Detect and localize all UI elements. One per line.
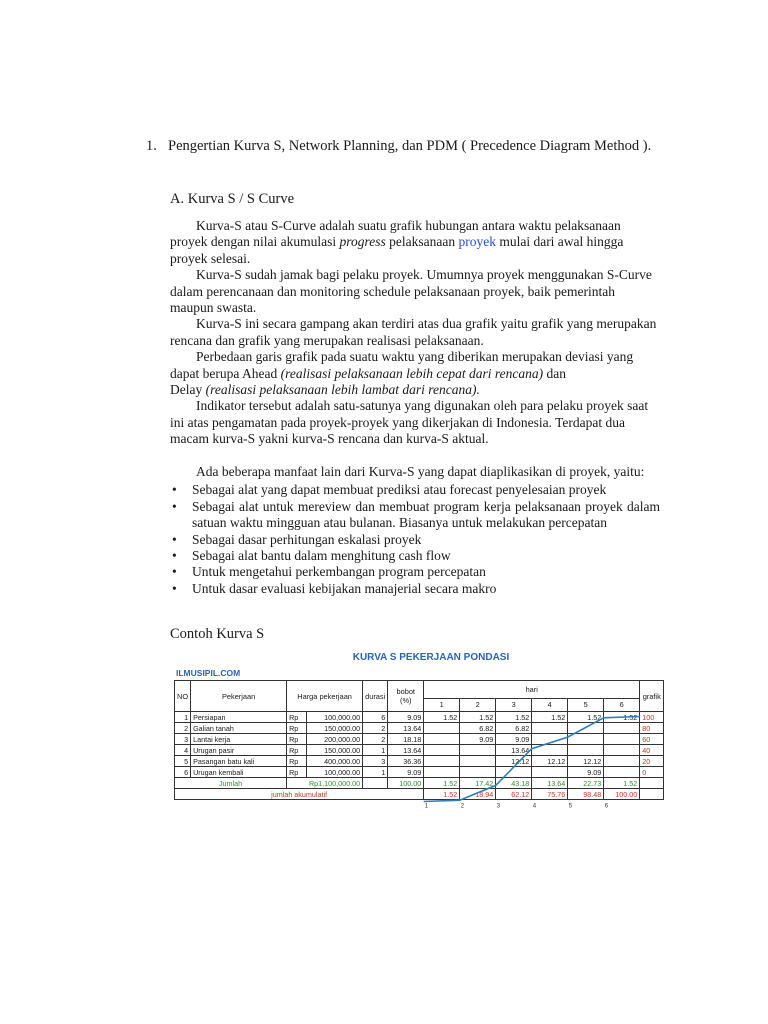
row-bobot: 9.09	[388, 712, 424, 723]
row-no: 6	[175, 767, 191, 778]
sheet-site: ILMUSIPIL.COM	[176, 668, 241, 678]
bullet-icon: •	[172, 580, 177, 596]
list-item: • Untuk dasar evaluasi kebijakan manajerial secara makro	[172, 580, 497, 596]
sheet-title: KURVA S PEKERJAAN PONDASI	[352, 652, 510, 663]
grafik-axis-label: 0	[640, 767, 664, 778]
akumulatif-label: jumlah akumulatif	[175, 789, 424, 800]
jumlah-day: 13.64	[532, 778, 568, 789]
x-tick-label: 3	[496, 803, 501, 810]
row-bobot: 9.09	[388, 767, 424, 778]
bullet-icon: •	[172, 531, 177, 547]
cumulative-progress-line	[424, 717, 640, 802]
example-title: Contoh Kurva S	[170, 626, 265, 642]
col-header: durasi	[363, 681, 388, 712]
day-header: 1	[424, 698, 460, 711]
row-day-value: 6.82	[460, 723, 496, 734]
row-day-value: 1.52	[460, 712, 496, 723]
akumulatif-day: 100.00	[604, 789, 640, 800]
paragraph: Kurva-S ini secara gampang akan terdiri atas dua grafik yaitu grafik yang merupakan rencana dan grafik yang merupakan realisasi pelaksanaan.	[170, 316, 657, 348]
x-tick-label: 6	[604, 803, 609, 810]
day-header: 5	[568, 698, 604, 711]
col-header: grafik	[640, 681, 664, 712]
row-price: 150,000.00	[307, 745, 363, 756]
col-header-bobot: bobot (%)	[388, 681, 424, 712]
benefits-section	[170, 464, 660, 597]
bullet-icon: •	[172, 564, 177, 580]
row-bobot: 13.64	[388, 723, 424, 734]
jumlah-bobot: 100.00	[388, 778, 424, 789]
row-price: 200,000.00	[307, 734, 363, 745]
grafik-axis-label: 40	[640, 745, 664, 756]
akumulatif-day: 18.94	[460, 789, 496, 800]
row-day-value: 9.09	[496, 734, 532, 745]
jumlah-day: 1.52	[424, 778, 460, 789]
jumlah-day: 17.42	[460, 778, 496, 789]
row-currency: Rp	[287, 745, 307, 756]
list-item: • Sebagai alat bantu dalam menghitung cash flow	[172, 548, 451, 564]
row-day-value: 1.52	[604, 712, 640, 723]
jumlah-label: Jumlah	[175, 778, 287, 789]
row-bobot: 36.36	[388, 756, 424, 767]
akumulatif-day: 75.76	[532, 789, 568, 800]
row-price: 100,000.00	[307, 712, 363, 723]
row-bobot: 13.64	[388, 745, 424, 756]
row-bobot: 18.18	[388, 734, 424, 745]
row-currency: Rp	[287, 723, 307, 734]
x-tick-label: 4	[532, 803, 537, 810]
row-day-value: 12.12	[496, 756, 532, 767]
row-duration: 1	[363, 745, 388, 756]
day-header: 3	[496, 698, 532, 711]
akumulatif-day: 62.12	[496, 789, 532, 800]
paragraph: Kurva-S sudah jamak bagi pelaku proyek. Umumnya proyek menggunakan S-Curve dalam perencanaan dan monitoring schedule pelaksanaan proyek, baik pemerintah maupun swasta.	[170, 267, 652, 316]
row-duration: 3	[363, 756, 388, 767]
bullet-icon: •	[172, 498, 177, 514]
jumlah-day: 1.52	[604, 778, 640, 789]
akumulatif-day: 1.52	[424, 789, 460, 800]
row-day-value: 1.52	[568, 712, 604, 723]
x-tick-label: 5	[568, 803, 573, 810]
row-currency: Rp	[287, 734, 307, 745]
row-name: Urugan pasir	[191, 745, 287, 756]
row-no: 3	[175, 734, 191, 745]
paragraph: Kurva-S atau S-Curve adalah suatu grafik hubungan antara waktu pelaksanaan proyek dengan nilai akumulasi progress pelaksanaan proyek mulai dari awal hingga proyek selesai.	[170, 218, 624, 266]
row-duration: 1	[363, 767, 388, 778]
section-heading	[146, 137, 658, 155]
row-duration: 6	[363, 712, 388, 723]
bullet-icon: •	[172, 482, 177, 498]
row-name: Pasangan batu kali	[191, 756, 287, 767]
row-no: 2	[175, 723, 191, 734]
row-price: 400,000.00	[307, 756, 363, 767]
col-header: NO	[175, 681, 191, 712]
akumulatif-day: 98.48	[568, 789, 604, 800]
s-curve-chart	[172, 650, 690, 826]
jumlah-price: Rp1,100,000.00	[287, 778, 363, 789]
row-duration: 2	[363, 723, 388, 734]
list-item: • Sebagai alat untuk mereview dan membuat program kerja pelaksanaan proyek dalam satuan waktu mingguan atau bulanan. Biasanya untuk melakukan percepatan	[172, 498, 660, 531]
row-day-value: 13.64	[496, 745, 532, 756]
x-tick-label: 1	[424, 803, 429, 810]
row-day-value: 12.12	[532, 756, 568, 767]
grafik-axis-label: 60	[640, 734, 664, 745]
row-day-value: 12.12	[568, 756, 604, 767]
row-duration: 2	[363, 734, 388, 745]
day-header: 6	[604, 698, 640, 711]
list-item: • Sebagai dasar perhitungan eskalasi proyek	[172, 531, 422, 547]
col-header: Harga pekerjaan	[287, 681, 363, 712]
bullet-icon: •	[172, 548, 177, 564]
body-text	[170, 218, 660, 448]
paragraph: Perbedaan garis grafik pada suatu waktu yang diberikan merupakan deviasi yang dapat berupa Ahead (realisasi pelaksanaan lebih cepat dari rencana) dan Delay (realisasi pelaksanaan lebih lambat dari rencana).	[170, 349, 634, 398]
jumlah-day: 43.18	[496, 778, 532, 789]
section-number: 1.	[146, 138, 157, 154]
row-no: 4	[175, 745, 191, 756]
subsection-heading: A. Kurva S / S Curve	[170, 191, 295, 207]
s-curve-sheet	[172, 650, 690, 826]
list-item: • Sebagai alat yang dapat membuat prediksi atau forecast penyelesaian proyek	[172, 482, 607, 498]
row-name: Galian tanah	[191, 723, 287, 734]
day-header: 4	[532, 698, 568, 711]
row-name: Lantai kerja	[191, 734, 287, 745]
row-no: 5	[175, 756, 191, 767]
grafik-axis-label: 20	[640, 756, 664, 767]
row-currency: Rp	[287, 756, 307, 767]
proyek-link[interactable]: proyek	[458, 234, 496, 250]
row-price: 100,000.00	[307, 767, 363, 778]
row-currency: Rp	[287, 767, 307, 778]
x-tick-label: 2	[460, 803, 465, 810]
jumlah-day: 22.73	[568, 778, 604, 789]
row-day-value: 9.09	[460, 734, 496, 745]
row-day-value: 9.09	[568, 767, 604, 778]
col-header: Pekerjaan	[191, 681, 287, 712]
section-title: Pengertian Kurva S, Network Planning, dan PDM ( Precedence Diagram Method ).	[168, 138, 652, 154]
row-name: Urugan kembali	[191, 767, 287, 778]
row-day-value: 1.52	[496, 712, 532, 723]
benefits-intro: Ada beberapa manfaat lain dari Kurva-S yang dapat diaplikasikan di proyek, yaitu:	[196, 464, 645, 479]
row-price: 150,000.00	[307, 723, 363, 734]
benefits-list	[170, 482, 660, 597]
row-name: Persiapan	[191, 712, 287, 723]
row-day-value: 6.82	[496, 723, 532, 734]
paragraph: Indikator tersebut adalah satu-satunya yang digunakan oleh para pelaku proyek saat ini atas pengamatan pada proyek-proyek yang dikerjakan di Indonesia. Terdapat dua macam kurva-S yakni kurva-S rencana dan kurva-S aktual.	[170, 398, 649, 447]
row-day-value: 1.52	[532, 712, 568, 723]
row-no: 1	[175, 712, 191, 723]
list-item: • Untuk mengetahui perkembangan program percepatan	[172, 564, 486, 580]
row-day-value: 1.52	[424, 712, 460, 723]
day-header: 2	[460, 698, 496, 711]
col-header: hari	[424, 681, 640, 699]
grafik-axis-label: 80	[640, 723, 664, 734]
grafik-axis-label: 100	[640, 712, 664, 723]
row-currency: Rp	[287, 712, 307, 723]
